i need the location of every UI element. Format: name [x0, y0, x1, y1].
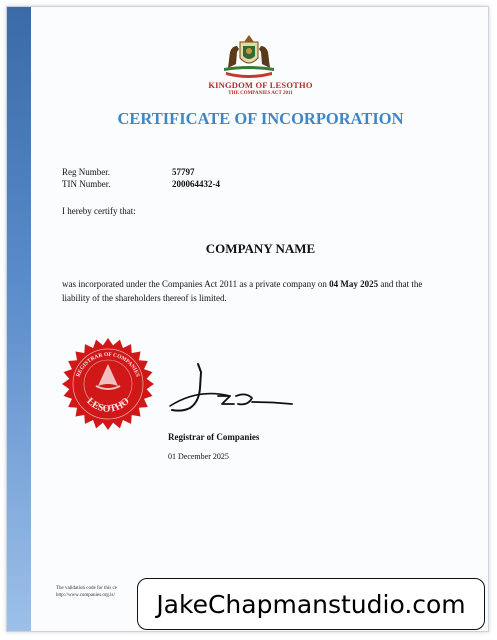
coat-of-arms-icon: [220, 34, 278, 78]
footnote-link: http://www.companies.org.ls/: [56, 593, 115, 598]
statement-part-1: was incorporated under the Companies Act 2011 as a private company on: [62, 279, 330, 289]
footnote-line-1: The validation code for this ce: [56, 586, 117, 591]
act-subheading: THE COMPANIES ACT 2011: [228, 91, 293, 96]
seal-country-text: LESOTHO: [84, 395, 132, 415]
official-seal: [60, 336, 156, 432]
watermark-banner: JakeChapmanstudio.com: [137, 578, 485, 630]
certificate-title: CERTIFICATE OF INCORPORATION: [117, 109, 404, 128]
incorporation-date: 04 May 2025: [329, 279, 379, 289]
certify-text: I hereby certify that:: [62, 206, 136, 216]
reg-number-label: Reg Number.: [62, 167, 110, 177]
certificate-page: [6, 6, 489, 632]
issue-date: 01 December 2025: [168, 452, 229, 461]
kingdom-heading: KINGDOM OF LESOTHO: [208, 80, 313, 90]
registrar-title: Registrar of Companies: [168, 432, 260, 442]
statement-part-2: and that the liability of the shareholders thereof is limited.: [62, 279, 423, 303]
incorporation-statement: [62, 278, 432, 305]
registrar-signature: [168, 362, 294, 418]
company-name: COMPANY NAME: [205, 241, 316, 256]
tin-number-value: 200064432-4: [172, 179, 220, 189]
seal-arc-text: REGISTRAR OF COMPANIES: [75, 351, 141, 378]
tin-number-label: TIN Number.: [62, 179, 111, 189]
blue-sidebar: [7, 7, 31, 631]
reg-number-value: 57797: [172, 167, 195, 177]
